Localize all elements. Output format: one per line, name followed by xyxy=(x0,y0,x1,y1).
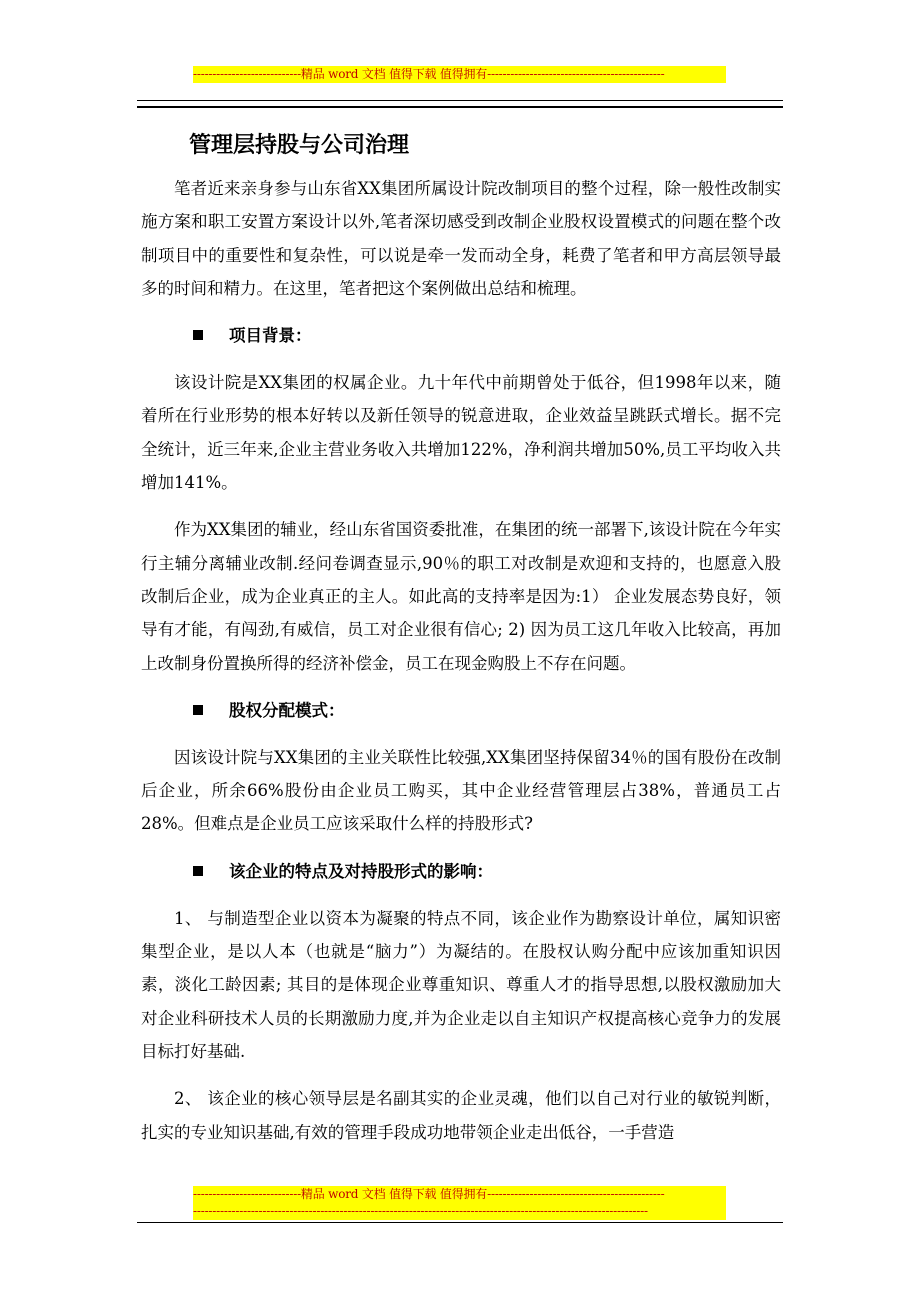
footer-banner xyxy=(193,1186,726,1220)
section-heading-text: 该企业的特点及对持股形式的影响： xyxy=(229,861,493,881)
background-paragraph-2: 作为XX集团的辅业，经山东省国资委批准，在集团的统一部署下,该设计院在今年实行主辅分离辅业改制.经问卷调查显示,90％的职工对改制是欢迎和支持的，也愿意入股改制后企业，成为企业真正的主人。如此高的支持率是因为:1） 企业发展态势良好，领导有才能，有闯劲,有威信，员工对企业很有信心; 2) 因为员工这几年收入比较高，再加上改制身份置换所得的经济补偿金，员工在现金购股上不存在问题。 xyxy=(141,520,781,673)
footer-banner-dashes: ---------------------------------------------------------------------------------------------------------------------- xyxy=(193,1204,648,1218)
footer-banner-text: ----------------------------精品 word 文档 值得下载 值得拥有---------------------------------------------- xyxy=(193,1187,665,1201)
square-bullet-icon xyxy=(193,705,203,715)
feature-item-1: 1、 与制造型企业以资本为凝聚的特点不同，该企业作为勘察设计单位，属知识密集型企业，是以人本（也就是“脑力”）为凝结的。在股权认购分配中应该加重知识因素，淡化工龄因素; 其目的是体现企业尊重知识、尊重人才的指导思想,以股权激励加大对企业科研技术人员的长期激励力度,并为企业走以自主知识产权提高核心竞争力的发展目标打好基础. xyxy=(141,908,781,1061)
background-paragraph-1: 该设计院是XX集团的权属企业。九十年代中前期曾处于低谷，但1998年以来，随着所在行业形势的根本好转以及新任领导的锐意进取，企业效益呈跳跃式增长。据不完全统计，近三年来,企业主营业务收入共增加122%，净利润共增加50%,员工平均收入共增加141%。 xyxy=(141,373,781,493)
header-banner-text: ----------------------------精品 word 文档 值得下载 值得拥有---------------------------------------------- xyxy=(193,67,665,81)
footer-rule xyxy=(137,1222,783,1223)
document-title: 管理层持股与公司治理 xyxy=(189,133,410,158)
header-rule-bottom xyxy=(137,106,783,108)
square-bullet-icon xyxy=(193,866,203,876)
section-heading-features xyxy=(193,855,781,888)
header-rule-top xyxy=(137,100,783,101)
section-heading-background xyxy=(193,319,781,352)
section-heading-text: 股权分配模式： xyxy=(229,700,345,720)
document-body xyxy=(141,120,781,1149)
feature-item-2: 2、 该企业的核心领导层是名副其实的企业灵魂，他们以自己对行业的敏锐判断，扎实的专业知识基础,有效的管理手段成功地带领企业走出低谷，一手营造 xyxy=(141,1089,781,1142)
equity-paragraph: 因该设计院与XX集团的主业关联性比较强,XX集团坚持保留34％的国有股份在改制后企业，所余66%股份由企业员工购买，其中企业经营管理层占38%，普通员工占28%。但难点是企业员工应该采取什么样的持股形式? xyxy=(141,747,781,834)
intro-paragraph: 笔者近来亲身参与山东省XX集团所属设计院改制项目的整个过程，除一般性改制实施方案和职工安置方案设计以外,笔者深切感受到改制企业股权设置模式的问题在整个改制项目中的重要性和复杂性，可以说是牵一发而动全身，耗费了笔者和甲方高层领导最多的时间和精力。在这里，笔者把这个案例做出总结和梳理。 xyxy=(141,179,781,298)
section-heading-text: 项目背景： xyxy=(229,326,312,346)
section-heading-equity xyxy=(193,694,781,727)
square-bullet-icon xyxy=(193,330,203,340)
header-banner xyxy=(193,66,726,83)
